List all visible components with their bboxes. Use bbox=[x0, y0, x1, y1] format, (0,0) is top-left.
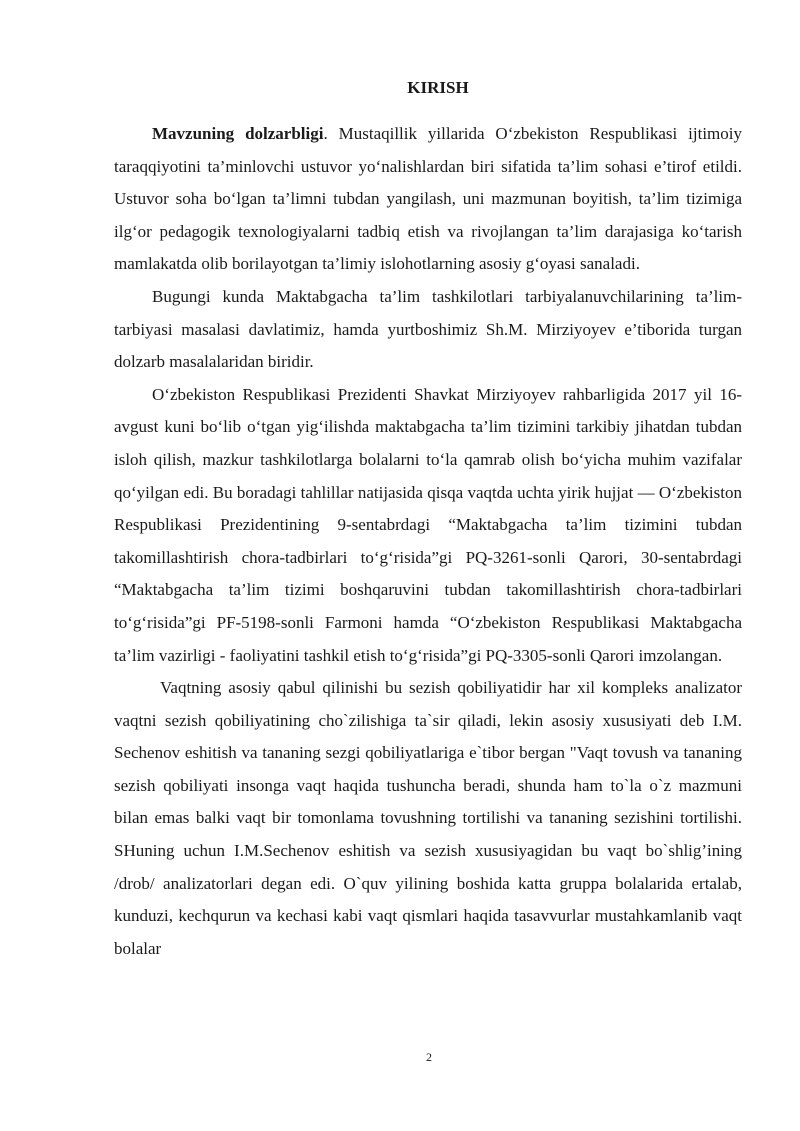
paragraph-text: . Mustaqillik yillarida O‘zbekiston Respublikasi ijtimoiy taraqqiyotini ta’minlovchi ustuvor yo‘nalishlardan biri sifatida ta’lim sohasi e’tirof etildi. Ustuvor soha bo‘lgan ta’limni tubdan yangilash, uni mazmunan boyitish, ta’lim tizimiga ilg‘or pedagogik texnologiyalarni tadbiq etish va rivojlangan ta’lim darajasiga ko‘tarish mamlakatda olib borilayotgan ta’limiy islohotlarning asosiy g‘oyasi sanaladi. bbox=[114, 124, 742, 274]
page-number: 2 bbox=[426, 1050, 432, 1064]
paragraph-relevance bbox=[114, 118, 742, 281]
paragraph-preschool-education: Bugungi kunda Maktabgacha ta’lim tashkilotlari tarbiyalanuvchilarining ta’lim-tarbiyasi masalasi davlatimiz, hamda yurtboshimiz Sh.M. Mirziyoyev e’tiborida turgan dolzarb masalalaridan biridir. bbox=[114, 286, 742, 372]
body-text bbox=[114, 118, 742, 965]
section-heading: KIRISH bbox=[407, 78, 469, 97]
paragraph-lead-term: Mavzuning dolzarbligi bbox=[152, 124, 324, 143]
paragraph-time-perception: Vaqtning asosiy qabul qilinishi bu sezish qobiliyatidir har xil kompleks analizator vaqtni sezish qobiliyatining cho`zilishiga ta`sir qiladi, lekin asosiy xususiyati deb I.M. Sechenov eshitish va tananing sezgi qobiliyatlariga e`tibor bergan "Vaqt tovush va tananing sezish qobiliyati insonga vaqt haqida tushuncha beradi, shunda ham to`la o`z mazmuni bilan emas balki vaqt bir tomonlama tovushning tortilishi va tananing sezishini tortilishi. SHuning uchun I.M.Sechenov eshitish va sezish xususiyagidan bu vaqt bo`shlig’ining /drob/ analizatorlari degan edi. O`quv yilining boshida katta gruppa bolalarida ertalab, kunduzi, kechqurun va kechasi kabi vaqt qismlari haqida tasavvurlar mustahkamlanib vaqt bolalar bbox=[114, 678, 742, 958]
paragraph-presidential-decrees: O‘zbekiston Respublikasi Prezidenti Shavkat Mirziyoyev rahbarligida 2017 yil 16-avgust kuni bo‘lib o‘tgan yig‘ilishda maktabgacha ta’lim tizimini tarkibiy jihatdan tubdan isloh qilish, mazkur tashkilotlarga bolalarni to‘la qamrab olish bo‘yicha muhim vazifalar qo‘yilgan edi. Bu boradagi tahlillar natijasida qisqa vaqtda uchta yirik hujjat — O‘zbekiston Respublikasi Prezidentining 9-sentabrdagi “Maktabgacha ta’lim tizimini tubdan takomillashtirish chora-tadbirlari to‘g‘risida”gi PQ-3261-sonli Qarori, 30-sentabrdagi “Maktabgacha ta’lim tizimi boshqaruvini tubdan takomillashtirish chora-tadbirlari to‘g‘risida”gi PF-5198-sonli Farmoni hamda “O‘zbekiston Respublikasi Maktabgacha ta’lim vazirligi - faoliyatini tashkil etish to‘g‘risida”gi PQ-3305-sonli Qarori imzolangan. bbox=[114, 384, 742, 665]
